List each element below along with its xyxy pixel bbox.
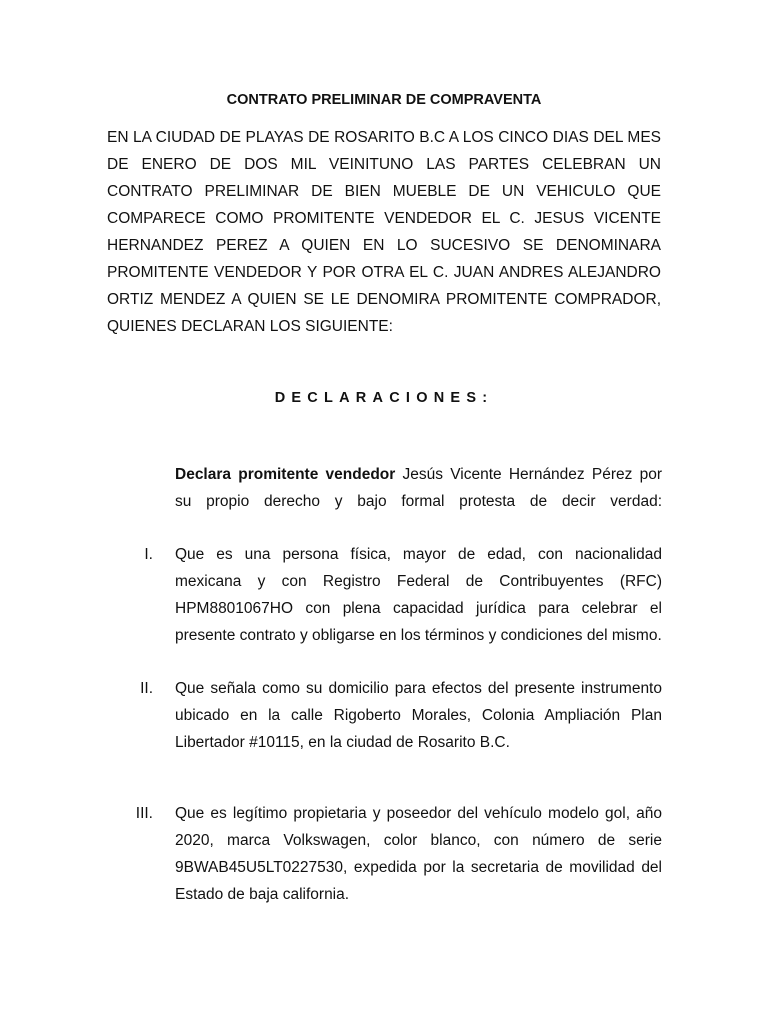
declaration-lead-bold: Declara promitente vendedor [175,466,396,483]
declaration-item-number: III. [135,805,153,822]
declaration-item-number: I. [144,546,153,563]
declaration-item-text: Que señala como su domicilio para efectos del presente instrumento ubicado en la calle Rigoberto Morales, Colonia Ampliación Plan Libertador #10115, en la ciudad de Rosarito B.C. [175,680,662,751]
declaration-item-text: Que es una persona física, mayor de edad, con nacionalidad mexicana y con Registro Federal de Contribuyentes (RFC) HPM8801067HO con plena capacidad jurídica para celebrar el presente contrato y obligarse en los términos y condiciones del mismo. [175,546,662,644]
intro-paragraph: EN LA CIUDAD DE PLAYAS DE ROSARITO B.C A LOS CINCO DIAS DEL MES DE ENERO DE DOS MIL VEINITUNO LAS PARTES CELEBRAN UN CONTRATO PRELIMINAR DE BIEN MUEBLE DE UN VEHICULO QUE COMPARECE COMO PROMITENTE VENDEDOR EL C. JESUS VICENTE HERNANDEZ PEREZ A QUIEN EN LO SUCESIVO SE DENOMINARA PROMITENTE VENDEDOR Y POR OTRA EL C. JUAN ANDRES ALEJANDRO ORTIZ MENDEZ A QUIEN SE LE DENOMIRA PROMITENTE COMPRADOR, QUIENES DECLARAN LOS SIGUIENTE: [107,129,661,335]
declaration-item-text: Que es legítimo propietaria y poseedor del vehículo modelo gol, año 2020, marca Volkswagen, color blanco, con número de serie 9BWAB45U5LT0227530, expedida por la secretaria de movilidad del Estado de baja california. [175,805,662,903]
document-title: CONTRATO PRELIMINAR DE COMPRAVENTA [226,92,542,108]
declarations-heading: DECLARACIONES: [274,390,494,406]
declaration-lead-text: Jesús Vicente Hernández Pérez por su propio derecho y bajo formal protesta de decir verdad: [175,466,662,510]
declaration-item-number: II. [140,680,153,697]
declaration-lead-paragraph [175,461,662,515]
